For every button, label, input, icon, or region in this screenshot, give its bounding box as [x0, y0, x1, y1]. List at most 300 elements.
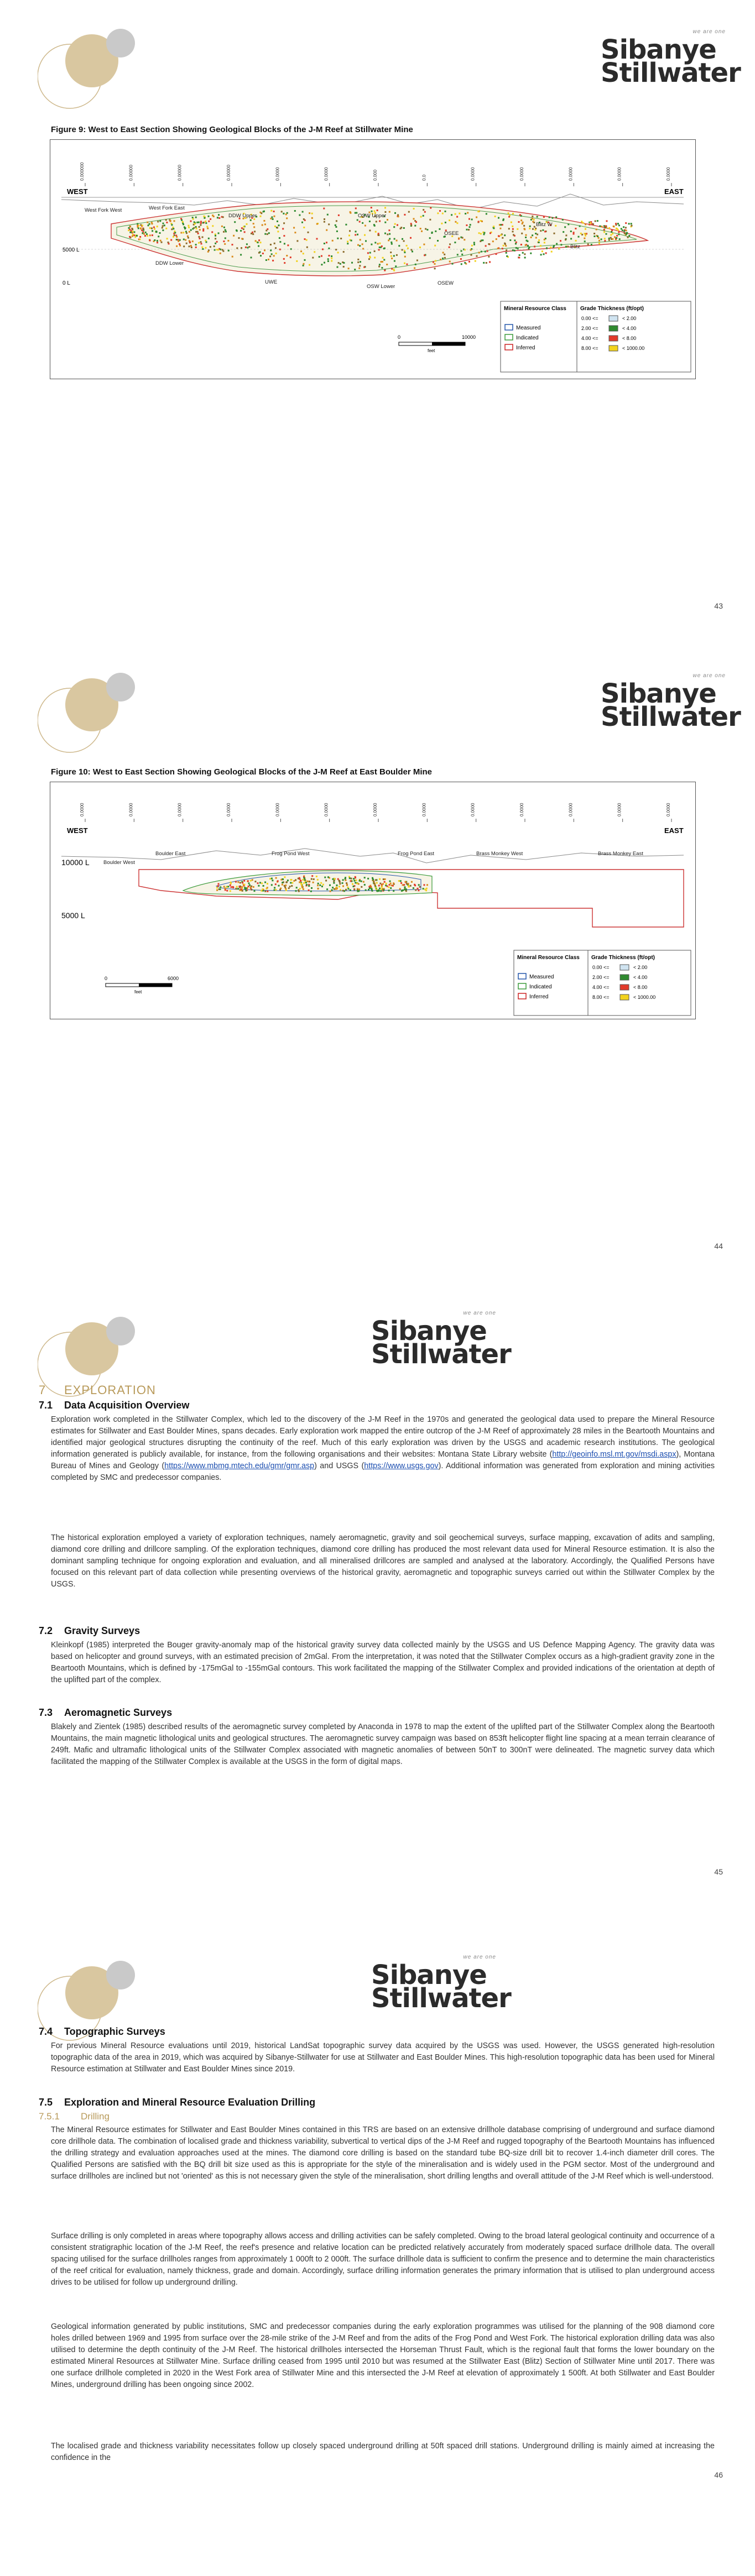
grade-block-cell [497, 248, 499, 249]
grade-block-cell [288, 887, 290, 889]
grade-block-cell [301, 884, 303, 886]
grade-block-cell [324, 262, 325, 264]
grade-block-cell [284, 887, 286, 888]
grade-block-cell [261, 890, 262, 892]
legend-grade-to: < 4.00 [633, 975, 648, 980]
easting-tick-label: 0.000 [373, 169, 378, 181]
logo-tagline: we are one [463, 1310, 496, 1316]
grade-block-cell [532, 228, 534, 230]
grade-block-cell [420, 216, 422, 218]
grade-block-cell [335, 224, 336, 226]
grade-block-cell [272, 218, 274, 220]
legend-class: Indicated [516, 335, 539, 341]
grade-block-cell [223, 240, 225, 242]
grade-block-cell [241, 886, 243, 888]
grade-block-cell [413, 887, 414, 889]
grade-block-cell [393, 255, 395, 256]
grade-block-cell [317, 884, 319, 886]
grade-block-cell [241, 888, 242, 890]
grade-block-cell [534, 226, 535, 228]
easting-tick-label: 0.0000 [421, 803, 427, 816]
grade-block-cell [351, 240, 352, 242]
link-mbmg[interactable]: https://www.mbmg.mtech.edu/gmr/gmr.asp [164, 1462, 315, 1470]
grade-block-cell [511, 222, 512, 223]
grade-block-cell [460, 258, 462, 260]
grade-block-cell [273, 255, 275, 256]
grade-block-cell [545, 252, 547, 254]
grade-block-cell [522, 223, 523, 224]
grade-block-cell [278, 224, 280, 226]
grade-block-cell [188, 227, 190, 228]
grade-block-cell [218, 217, 220, 219]
grade-block-cell [296, 240, 298, 242]
legend-class: Indicated [529, 984, 552, 990]
grade-block-cell [434, 245, 436, 247]
grade-block-cell [543, 216, 545, 218]
grade-block-cell [183, 245, 185, 247]
grade-block-cell [186, 243, 188, 244]
grade-block-cell [394, 212, 396, 214]
grade-block-cell [267, 883, 268, 884]
grade-block-cell [337, 878, 339, 880]
grade-block-cell [332, 887, 334, 888]
link-usgs[interactable]: https://www.usgs.gov [364, 1462, 439, 1470]
grade-block-cell [327, 260, 329, 262]
grade-block-cell [271, 253, 273, 255]
grade-block-cell [615, 223, 617, 224]
grade-block-cell [235, 888, 237, 889]
grade-block-cell [361, 886, 362, 888]
grade-block-cell [372, 890, 373, 892]
grade-block-cell [275, 877, 277, 879]
grade-block-cell [311, 878, 313, 880]
grade-block-cell [622, 229, 623, 231]
grade-block-cell [230, 890, 231, 892]
grade-block-cell [506, 252, 507, 254]
grade-block-cell [351, 262, 353, 264]
grade-block-cell [262, 888, 263, 890]
grade-block-cell [500, 234, 502, 236]
grade-block-cell [217, 885, 219, 887]
grade-block-cell [406, 245, 408, 247]
grade-block-cell [183, 239, 185, 240]
grade-block-cell [294, 232, 296, 233]
grade-block-cell [171, 224, 173, 226]
report-page-46 [0, 1932, 755, 2576]
grade-block-cell [275, 247, 277, 249]
grade-block-cell [355, 879, 357, 881]
grade-block-cell [317, 883, 319, 884]
grade-block-cell [299, 214, 300, 216]
grade-block-cell [585, 233, 587, 235]
grade-block-cell [496, 238, 497, 240]
grade-block-cell [502, 237, 503, 239]
grade-block-cell [241, 238, 243, 239]
grade-block-cell [360, 261, 361, 263]
grade-block-cell [316, 223, 318, 225]
grade-block-cell [192, 228, 194, 229]
grade-block-cell [469, 226, 471, 228]
block-label: DDW Upper [228, 213, 257, 219]
grade-block-cell [182, 221, 184, 223]
grade-block-cell [512, 226, 513, 227]
grade-block-cell [461, 254, 463, 255]
decorative-circles [38, 666, 143, 760]
grade-block-cell [400, 880, 402, 882]
grade-block-cell [490, 232, 491, 234]
grade-block-cell [393, 270, 395, 271]
grade-block-cell [367, 878, 369, 879]
grade-block-cell [347, 241, 348, 243]
grade-block-cell [408, 883, 409, 884]
subsection-title: Drilling [81, 2111, 110, 2122]
block-label: West Fork West [85, 207, 122, 213]
grade-block-cell [295, 879, 296, 881]
grade-block-cell [183, 232, 184, 233]
grade-block-cell [363, 881, 365, 883]
grade-block-cell [222, 250, 224, 252]
grade-block-cell [400, 882, 402, 884]
grade-block-cell [215, 243, 216, 244]
grade-block-cell [394, 260, 395, 262]
grade-block-cell [221, 226, 223, 227]
legend-grade-from: 8.00 <= [592, 994, 610, 1000]
grade-block-cell [328, 248, 330, 249]
grade-block-cell [349, 877, 351, 879]
grade-block-cell [321, 264, 322, 265]
grade-block-cell [410, 237, 412, 239]
grade-block-cell [404, 889, 405, 891]
grade-block-cell [533, 219, 535, 221]
grade-block-cell [308, 232, 309, 233]
grade-block-cell [327, 214, 329, 216]
grade-block-cell [618, 232, 619, 233]
grade-block-cell [359, 245, 361, 247]
grade-block-cell [254, 231, 256, 232]
easting-tick-label: 0.0000 [373, 803, 378, 816]
report-page-43 [0, 0, 755, 644]
elevation-label: 10000 L [61, 858, 90, 867]
grade-block-cell [386, 883, 387, 884]
grade-block-cell [328, 223, 330, 225]
grade-block-cell [239, 886, 241, 888]
grade-block-cell [399, 888, 401, 890]
grade-block-cell [406, 264, 408, 265]
paragraph: The Mineral Resource estimates for Stillwater and East Boulder Mines contained in this TRS are based on an extensive drillhole database comprising of underground and surface diamond core drillhole data. The combination of localised grade and thickness variability, subvertical to vertical dips of the J-M Reef and rugged topography of the Beartooth Mountains has influenced the drilling strategy and evaluation approaches used at the mines. The diamond core drilling is based on the standard tube BQ-size drill bit to recover 1.4-inch diameter drill cores. The Qualified Persons are satisfied with the BQ drill bit size used as this is appropriate for the style of the mineralisation and is widely used in the PGM sector. Most of the underground and surface drillholes are inclined but not 'oriented' as this is not necessary given the style of the mineralisation, short drilling lengths and overall attitude of the J-M Reef which is well-understood. [51, 2125, 715, 2181]
grade-block-cell [520, 219, 522, 221]
grade-block-cell [358, 888, 360, 890]
grade-block-cell [394, 223, 396, 225]
stillwater-section-svg [50, 140, 695, 378]
paragraph-text: Exploration work completed in the Stillwater Complex, which led to the discovery of the J-M Reef in the 1970s and generated the geological data used to prepare the Mineral Resource estimates for Stillwater and East Boulder Mines, spans decades. Early exploration work mapped the entire outcrop of the J-M Reef of approximately 28 miles in the Beartooth Mountains and identified major geological structures disrupting the continuity of the reef. Much of this early exploration was driven by the USGS and academic research institutions. The geological information generated is publicly available, for instance, from the following organisations and their websites: Montana State Library website ( [51, 1415, 715, 1459]
grade-block-cell [527, 245, 529, 247]
grade-block-cell [611, 229, 613, 231]
grade-block-cell [406, 883, 408, 884]
grade-block-cell [161, 242, 163, 243]
grade-block-cell [532, 234, 533, 236]
grade-block-cell [550, 247, 551, 248]
grade-block-cell [264, 233, 266, 235]
grade-block-cell [185, 231, 187, 233]
grade-block-cell [388, 239, 389, 241]
grade-block-cell [326, 888, 328, 890]
grade-block-cell [369, 887, 371, 889]
grade-block-cell [582, 222, 584, 224]
grade-block-cell [486, 262, 487, 264]
grade-block-cell [532, 221, 534, 223]
grade-block-cell [200, 241, 202, 243]
grade-block-cell [628, 235, 630, 237]
easting-tick-label: 0.0000 [470, 167, 476, 181]
paragraph: For previous Mineral Resource evaluations until 2019, historical LandSat topographic survey data acquired by the USGS was used. However, the USGS generated high-resolution topographic data of the area in 2019, which was acquired by Sibanye-Stillwater for use at Stillwater and East Boulder Mines. This high-resolution topographic data has been used for Mineral Resource estimation at Stillwater and East Boulder Mines since 2019. [51, 2041, 715, 2074]
grade-block-cell [331, 255, 332, 257]
grade-block-cell [287, 879, 289, 881]
block-label: Blitz W [536, 222, 553, 228]
grade-block-cell [267, 891, 268, 892]
grade-block-cell [154, 239, 155, 241]
grade-block-cell [365, 225, 366, 227]
grade-block-cell [215, 238, 216, 239]
grade-block-cell [555, 216, 557, 218]
grade-block-cell [485, 251, 486, 253]
grade-block-cell [170, 220, 171, 222]
grade-block-cell [236, 886, 238, 888]
grade-block-cell [452, 263, 454, 265]
grade-block-cell [365, 889, 367, 891]
grade-block-cell [232, 887, 234, 888]
link-montana-library[interactable]: http://geoinfo.msl.mt.gov/msdi.aspx [552, 1450, 676, 1459]
grade-block-cell [538, 242, 540, 243]
grade-block-cell [162, 225, 164, 227]
grade-block-cell [519, 214, 521, 216]
grade-block-cell [299, 878, 300, 880]
grade-block-cell [287, 244, 289, 246]
grade-block-cell [163, 223, 164, 224]
grade-block-cell [587, 243, 589, 245]
grade-block-cell [273, 211, 275, 212]
grade-block-cell [369, 252, 371, 254]
grade-block-cell [423, 888, 424, 889]
grade-block-cell [187, 235, 189, 237]
section-title: Data Acquisition Overview [64, 1400, 190, 1411]
grade-block-cell [376, 221, 377, 222]
grade-block-cell [626, 229, 627, 231]
grade-block-cell [419, 247, 421, 248]
grade-block-cell [192, 240, 194, 242]
grade-block-cell [225, 889, 226, 891]
grade-block-cell [449, 261, 451, 263]
paragraph-text: ). Additional information was generated from exploration and mining activities completed by SMC and predecessor companies. [51, 1462, 715, 1482]
grade-block-cell [606, 233, 607, 235]
grade-block-cell [471, 254, 472, 256]
grade-block-cell [300, 880, 301, 882]
grade-block-cell [404, 252, 405, 253]
grade-block-cell [189, 245, 190, 247]
grade-block-cell [158, 235, 159, 237]
grade-block-cell [268, 259, 269, 260]
grade-block-cell [478, 252, 480, 254]
decorative-circles [38, 22, 143, 116]
grade-block-cell [449, 247, 450, 248]
grade-block-cell [324, 221, 325, 223]
grade-block-cell [575, 240, 577, 242]
grade-block-cell [563, 231, 564, 233]
grade-block-cell [567, 223, 569, 225]
easting-tick-label: 0.0000 [324, 803, 329, 816]
grade-block-cell [227, 886, 229, 887]
grade-block-cell [275, 253, 277, 254]
grade-block-cell [445, 222, 446, 223]
grade-block-cell [321, 255, 322, 257]
grade-block-cell [346, 884, 348, 886]
grade-block-cell [301, 887, 303, 888]
grade-block-cell [188, 225, 189, 227]
grade-block-cell [544, 242, 545, 243]
grade-block-cell [252, 879, 253, 881]
grade-block-cell [353, 886, 355, 887]
grade-block-cell [508, 212, 509, 214]
grade-block-cell [174, 232, 176, 234]
grade-block-cell [149, 223, 150, 225]
grade-block-cell [267, 233, 268, 235]
grade-block-cell [268, 232, 270, 234]
grade-block-cell [242, 882, 243, 883]
grade-block-cell [364, 884, 366, 886]
grade-block-cell [556, 243, 558, 245]
grade-block-cell [498, 217, 499, 219]
grade-block-cell [243, 228, 244, 230]
legend [501, 301, 691, 372]
grade-block-cell [335, 249, 337, 250]
block-label: UWE [265, 279, 278, 285]
grade-block-cell [584, 240, 586, 242]
grade-block-cell [580, 233, 582, 234]
grade-block-cell [612, 238, 613, 240]
block-label: OSEE [444, 231, 459, 237]
grade-block-cell [584, 238, 585, 239]
grade-block-cell [155, 231, 157, 233]
grade-block-cell [560, 240, 561, 242]
grade-block-cell [236, 247, 238, 249]
easting-tick-label: 0.0000 [226, 803, 231, 816]
grade-block-cell [480, 240, 481, 242]
grade-block-cell [397, 214, 399, 216]
elevation-label: 5000 L [63, 247, 80, 253]
grade-block-cell [570, 231, 572, 232]
grade-block-cell [551, 251, 553, 253]
section-heading-7-2 [39, 1625, 140, 1637]
grade-block-cell [143, 228, 144, 229]
grade-block-cell [260, 216, 262, 217]
grade-block-cell [283, 258, 285, 260]
grade-block-cell [367, 252, 369, 254]
grade-block-cell [381, 245, 383, 247]
grade-block-cell [481, 221, 483, 222]
grade-block-cell [585, 235, 586, 237]
grade-block-cell [614, 236, 616, 238]
grade-block-cell [488, 256, 490, 258]
grade-block-cell [625, 222, 627, 224]
figure-10-section [50, 782, 696, 1019]
grade-block-cell [553, 246, 554, 248]
grade-block-cell [283, 222, 285, 224]
grade-block-cell [345, 889, 347, 891]
grade-block-cell [336, 231, 338, 232]
grade-block-cell [612, 233, 613, 234]
grade-block-cell [342, 882, 343, 884]
grade-block-cell [415, 264, 416, 265]
grade-block-cell [176, 236, 178, 238]
grade-block-cell [608, 227, 610, 229]
grade-block-cell [378, 266, 380, 268]
paragraph: Blakely and Zientek (1985) described results of the aeromagnetic survey completed by Anaconda in 1978 to map the extent of the uplifted part of the Stillwater Complex along the Beartooth Mountains, the main magnetic lithological units and geological structures. The aeromagnetic survey campaign was based on 853ft helicopter flight line spacing at a mean terrain clearance of 249ft. Mafic and ultramafic lithological units of the Stillwater Complex associated with magnetic anomalies of between 50nT to 300nT were delineated. The magnetic survey data which facilitated the mapping of the Stillwater Complex is available at the USGS in the form of digital maps. [51, 1722, 715, 1766]
grade-block-cell [440, 259, 441, 260]
grade-block-cell [449, 243, 451, 245]
grade-block-cell [313, 878, 315, 880]
grade-block-cell [277, 231, 279, 232]
grade-block-cell [466, 224, 467, 226]
grade-block-cell [386, 264, 388, 265]
grade-block-cell [379, 247, 381, 248]
grade-block-cell [608, 239, 610, 241]
grade-block-cell [149, 227, 151, 229]
logo-line1: Sibanye [371, 1960, 487, 1991]
grade-block-cell [378, 885, 380, 887]
grade-block-cell [471, 245, 473, 247]
grade-block-cell [141, 229, 143, 231]
easting-tick-label: 0.0000 [275, 803, 280, 816]
grade-block-cell [137, 223, 138, 225]
grade-block-cell [419, 886, 421, 888]
grade-block-cell [140, 224, 142, 226]
grade-block-cell [264, 891, 266, 892]
grade-block-cell [265, 230, 267, 232]
grade-block-cell [626, 233, 627, 235]
grade-block-cell [404, 214, 405, 216]
grade-block-cell [522, 252, 524, 254]
grade-block-cell [195, 247, 197, 248]
grade-block-cell [246, 243, 248, 245]
grade-block-cell [225, 231, 227, 232]
grade-block-cell [564, 226, 566, 228]
grade-block-cell [382, 883, 384, 885]
grade-block-cell [393, 226, 395, 228]
grade-block-cell [183, 223, 184, 225]
grade-block-cell [434, 263, 436, 265]
grade-block-cell [194, 223, 196, 224]
grade-block-cell [184, 227, 185, 228]
legend-grade-to: < 4.00 [622, 326, 637, 331]
grade-block-cell [258, 245, 259, 247]
grade-block-cell [275, 883, 277, 885]
grade-block-cell [589, 224, 590, 226]
grade-block-cell [382, 261, 383, 263]
grade-block-cell [390, 252, 392, 253]
grade-block-cell [291, 882, 293, 884]
grade-block-cell [129, 226, 131, 228]
grade-block-cell [377, 243, 379, 245]
grade-block-cell [290, 882, 291, 884]
grade-block-cell [207, 228, 209, 229]
grade-block-cell [152, 223, 153, 224]
grade-block-cell [402, 249, 403, 251]
grade-block-cell [311, 213, 313, 214]
scale-unit: feet [428, 348, 435, 353]
grade-block-cell [176, 245, 178, 247]
grade-block-cell [415, 889, 416, 891]
grade-block-cell [133, 234, 135, 236]
grade-block-cell [203, 216, 205, 217]
